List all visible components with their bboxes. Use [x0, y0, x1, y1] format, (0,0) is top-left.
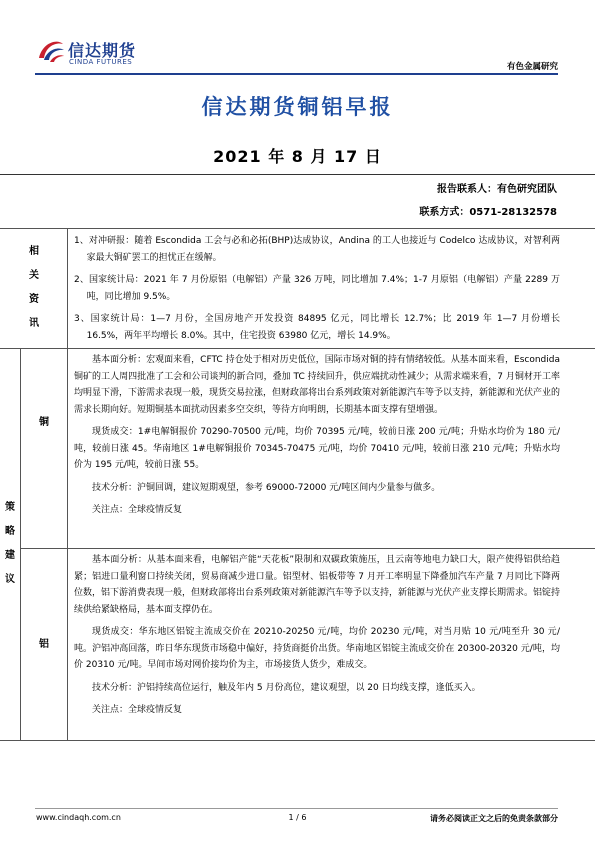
news-item-2: 2、国家统计局：2021 年 7 月份原铝（电解铝）产量 326 万吨，同比增加 7.4%；1-7 月原铝（电解铝）产量 2289 万吨，同比增加 9.5%。: [74, 275, 560, 302]
copper-fundamental: 基本面分析：宏观面来看，CFTC 持仓处于相对历史低位，国际市场对铜的持有情绪较低。从基本面来看，Escondida 铜矿的工人周四批准了工会和公司谈判的新合同，叠加 TC 持续回升，供应端扰动性减少；从需求端来看，7 月铜材开工率均明显下滑，下游需求表现一般，现货交易拉涨，但财政部将出台系列政策对新能源汽车等予以支持，新能源和光伏产业的需求长期向好。短期铜基本面扰动因素多空交织，等待方向明朗，长期基本面支撑有望增强。: [74, 355, 561, 415]
news-item-3: 3、国家统计局：1—7 月份，全国房地产开发投资 84895 亿元，同比增长 12.7%；比 2019 年 1—7 月份增长 16.5%，两年平均增长 8.0%。其中，住宅投资 63980 亿元，增长 14.9%。: [74, 314, 560, 341]
news-section-label: 相关资讯: [29, 246, 39, 329]
logo-text-cn: 信达期货: [68, 41, 137, 60]
copper-technical: 技术分析：沪铜回调，建议短期观望，参考 69000-72000 元/吨区间内少量参与做多。: [92, 482, 441, 493]
contact-reporter: 报告联系人：有色研究团队: [437, 184, 557, 195]
header-rule: [35, 73, 558, 75]
footer-disclaimer: 请务必阅读正文之后的免责条款部分: [430, 814, 558, 823]
aluminum-label: 铝: [39, 639, 49, 650]
copper-focus: 关注点：全球疫情反复: [92, 505, 183, 515]
copper-bottom-rule: [20, 548, 595, 549]
news-list: [74, 233, 560, 344]
report-date: 2021 年 8 月 17 日: [213, 147, 382, 166]
cinda-logo-icon: [36, 36, 66, 66]
copper-block: [74, 352, 560, 519]
table-bottom-rule: [0, 740, 595, 741]
contact-phone: 联系方式：0571-28132578: [419, 207, 557, 218]
footer-rule: [35, 808, 558, 809]
content-divider: [67, 228, 68, 740]
page-number: 1 / 6: [288, 813, 307, 822]
logo-text-en: CINDA FUTURES: [69, 58, 133, 66]
news-bottom-rule: [0, 348, 595, 349]
table-top-rule: [0, 228, 595, 229]
aluminum-block: [74, 552, 560, 719]
strategy-section-label: 策略建议: [5, 502, 15, 585]
copper-label: 铜: [39, 417, 49, 428]
aluminum-spot: 现货成交：华东地区铝锭主流成交价在 20210-20250 元/吨，均价 20230 元/吨，对当月贴 10 元/吨至升 30 元/吨。沪铝冲高回落，昨日华东现货市场稳中偏好，持货商挺价出货。华南地区铝锭主流成交价在 20300-20320 元/吨，均价 20310 元/吨。早间市场对网价接均价为主，市场接货人货少，难成交。: [74, 627, 560, 670]
copper-spot: 现货成交：1#电解铜报价 70290-70500 元/吨，均价 70395 元/吨，较前日涨 200 元/吨；升贴水均价为 180 元/吨，较前日涨 45。华南地区 1#电解铜报价 70345-70475 元/吨，均价 70410 元/吨，较前日涨 210 元/吨；升贴水均价为 195 元/吨，较前日涨 55。: [74, 427, 560, 470]
strategy-label-divider: [20, 348, 21, 740]
footer-url[interactable]: www.cindaqh.com.cn: [36, 813, 121, 822]
date-rule: [0, 174, 595, 175]
aluminum-focus: 关注点：全球疫情反复: [92, 705, 183, 715]
report-title: 信达期货铜铝早报: [201, 95, 394, 119]
aluminum-fundamental: 基本面分析：从基本面来看，电解铝产能“天花板”限制和双碳政策施压，且云南等地电力缺口大，限产使得铝供给趋紧；铝进口量利窗口持续关闭，贸易商减少进口量。铝型材、铝板带等 7 月开工率明显下降叠加汽车产量 7 月同比下降两位数，铝下游消费表现一般，但财政部将出台系列政策对新能源汽车等予以支持，新能源与光伏产业支撑长期需求。铝锭持续供给紧缺格局，基本面支撑仍在。: [74, 555, 561, 615]
report-category: 有色金属研究: [506, 62, 558, 72]
aluminum-technical: 技术分析：沪铝持续高位运行，触及年内 5 月份高位，建议观望，以 20 日均线支撑，逢低买入。: [92, 682, 481, 693]
news-item-1: 1、对冲研报：随着 Escondida 工会与必和必拓(BHP)达成协议，Andina 的工人也接近与 Codelco 达成协议，对智利两家最大铜矿罢工的担忧正在缓解。: [74, 236, 560, 263]
